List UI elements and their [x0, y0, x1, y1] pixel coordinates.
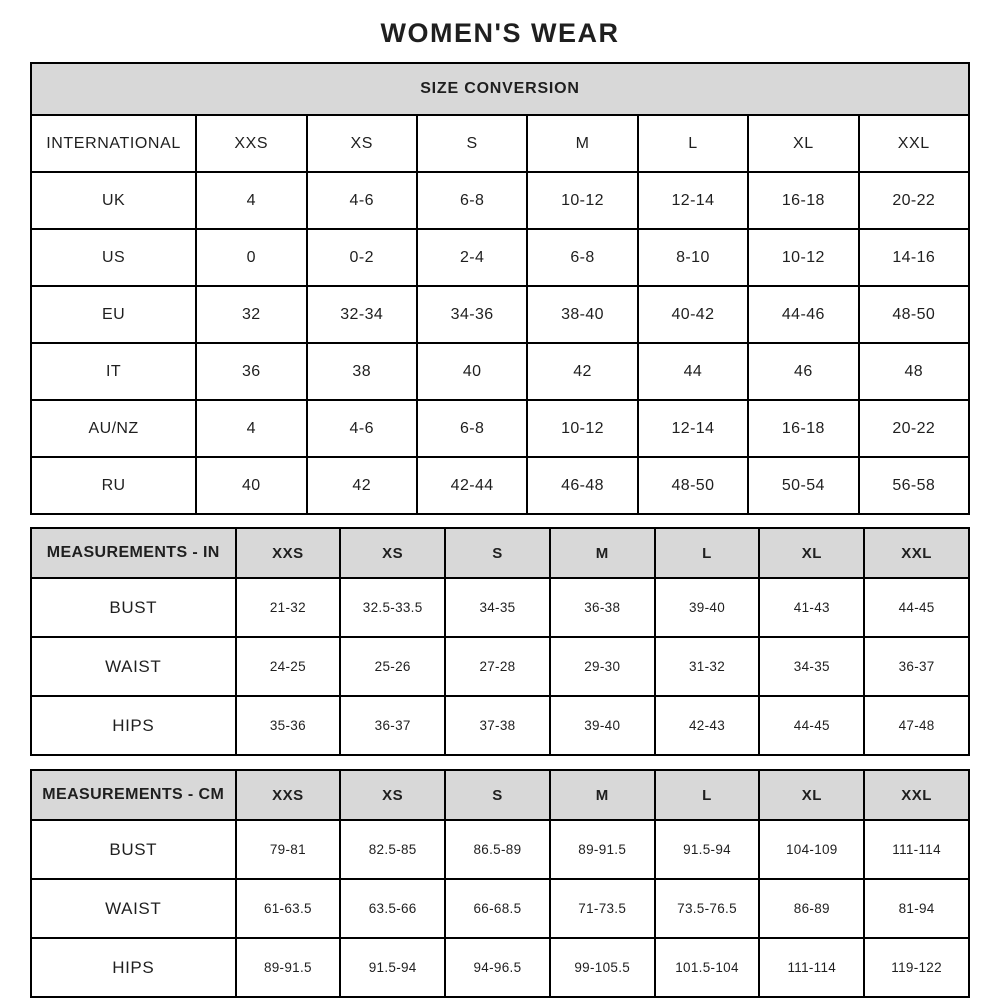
cell-value: 40 [196, 457, 306, 514]
cell-value: 94-96.5 [445, 938, 550, 997]
cell-value: 10-12 [527, 400, 637, 457]
column-header-m: M [550, 528, 655, 578]
cell-value: 6-8 [417, 172, 527, 229]
cell-value: 99-105.5 [550, 938, 655, 997]
cell-value: 4-6 [307, 172, 417, 229]
table-row [31, 400, 969, 457]
cell-value: 39-40 [655, 578, 760, 637]
table-row [31, 696, 969, 755]
column-header-xs: XS [340, 770, 445, 820]
table-row [31, 343, 969, 400]
cell-value: 31-32 [655, 637, 760, 696]
column-header-l: L [638, 115, 748, 172]
measurements-cm-header-row [31, 770, 969, 820]
cell-value: 20-22 [859, 172, 969, 229]
size-conversion-banner-row [31, 63, 969, 115]
cell-value: 37-38 [445, 696, 550, 755]
column-header-xxl: XXL [864, 770, 969, 820]
cell-value: 42-43 [655, 696, 760, 755]
size-conversion-body [31, 172, 969, 514]
row-label: HIPS [31, 938, 236, 997]
cell-value: 12-14 [638, 400, 748, 457]
cell-value: 66-68.5 [445, 879, 550, 938]
cell-value: 61-63.5 [236, 879, 341, 938]
row-label: UK [31, 172, 196, 229]
cell-value: 38 [307, 343, 417, 400]
cell-value: 32 [196, 286, 306, 343]
cell-value: 81-94 [864, 879, 969, 938]
cell-value: 29-30 [550, 637, 655, 696]
cell-value: 42 [527, 343, 637, 400]
column-header-m: M [527, 115, 637, 172]
cell-value: 36-37 [864, 637, 969, 696]
cell-value: 41-43 [759, 578, 864, 637]
row-label: US [31, 229, 196, 286]
column-header-xs: XS [340, 528, 445, 578]
cell-value: 35-36 [236, 696, 341, 755]
column-header-xl: XL [748, 115, 858, 172]
cell-value: 86-89 [759, 879, 864, 938]
cell-value: 56-58 [859, 457, 969, 514]
cell-value: 34-36 [417, 286, 527, 343]
cell-value: 119-122 [864, 938, 969, 997]
row-label: EU [31, 286, 196, 343]
column-header-l: L [655, 770, 760, 820]
row-label: HIPS [31, 696, 236, 755]
cell-value: 25-26 [340, 637, 445, 696]
cell-value: 44 [638, 343, 748, 400]
cell-value: 71-73.5 [550, 879, 655, 938]
row-label: WAIST [31, 879, 236, 938]
table-row [31, 457, 969, 514]
table-row [31, 172, 969, 229]
cell-value: 10-12 [527, 172, 637, 229]
cell-value: 8-10 [638, 229, 748, 286]
table-row [31, 879, 969, 938]
cell-value: 91.5-94 [655, 820, 760, 879]
cell-value: 48-50 [859, 286, 969, 343]
size-conversion-header: SIZE CONVERSION [31, 63, 969, 115]
cell-value: 79-81 [236, 820, 341, 879]
cell-value: 36-38 [550, 578, 655, 637]
cell-value: 40-42 [638, 286, 748, 343]
row-label: IT [31, 343, 196, 400]
column-header-s: S [445, 770, 550, 820]
cell-value: 40 [417, 343, 527, 400]
cell-value: 0-2 [307, 229, 417, 286]
column-header-xxl: XXL [859, 115, 969, 172]
table-row [31, 820, 969, 879]
measurements-in-table [30, 527, 970, 756]
cell-value: 63.5-66 [340, 879, 445, 938]
cell-value: 14-16 [859, 229, 969, 286]
column-header-xxs: XXS [236, 528, 341, 578]
cell-value: 16-18 [748, 172, 858, 229]
column-header-s: S [417, 115, 527, 172]
column-header-xl: XL [759, 528, 864, 578]
measurements-cm-body [31, 820, 969, 997]
column-header-xxs: XXS [236, 770, 341, 820]
cell-value: 46 [748, 343, 858, 400]
cell-value: 4-6 [307, 400, 417, 457]
cell-value: 2-4 [417, 229, 527, 286]
cell-value: 89-91.5 [550, 820, 655, 879]
column-header-xxs: XXS [196, 115, 306, 172]
cell-value: 46-48 [527, 457, 637, 514]
cell-value: 91.5-94 [340, 938, 445, 997]
cell-value: 4 [196, 172, 306, 229]
cell-value: 39-40 [550, 696, 655, 755]
column-header-s: S [445, 528, 550, 578]
column-header-l: L [655, 528, 760, 578]
cell-value: 10-12 [748, 229, 858, 286]
cell-value: 12-14 [638, 172, 748, 229]
cell-value: 42 [307, 457, 417, 514]
cell-value: 48-50 [638, 457, 748, 514]
measurements-cm-table [30, 769, 970, 998]
measurements-in-title: MEASUREMENTS - IN [31, 528, 236, 578]
cell-value: 44-46 [748, 286, 858, 343]
row-label: BUST [31, 578, 236, 637]
cell-value: 50-54 [748, 457, 858, 514]
row-label: WAIST [31, 637, 236, 696]
column-header-xl: XL [759, 770, 864, 820]
cell-value: 24-25 [236, 637, 341, 696]
cell-value: 16-18 [748, 400, 858, 457]
measurements-cm-title: MEASUREMENTS - CM [31, 770, 236, 820]
cell-value: 34-35 [759, 637, 864, 696]
cell-value: 86.5-89 [445, 820, 550, 879]
measurements-in-body [31, 578, 969, 755]
row-label: AU/NZ [31, 400, 196, 457]
cell-value: 73.5-76.5 [655, 879, 760, 938]
column-header-international: INTERNATIONAL [31, 115, 196, 172]
column-header-xxl: XXL [864, 528, 969, 578]
table-row [31, 637, 969, 696]
measurements-in-header-row [31, 528, 969, 578]
size-conversion-table [30, 62, 970, 515]
cell-value: 6-8 [417, 400, 527, 457]
row-label: RU [31, 457, 196, 514]
table-row [31, 286, 969, 343]
column-header-m: M [550, 770, 655, 820]
cell-value: 111-114 [759, 938, 864, 997]
table-row [31, 578, 969, 637]
cell-value: 32-34 [307, 286, 417, 343]
cell-value: 20-22 [859, 400, 969, 457]
cell-value: 42-44 [417, 457, 527, 514]
cell-value: 36-37 [340, 696, 445, 755]
cell-value: 104-109 [759, 820, 864, 879]
cell-value: 44-45 [864, 578, 969, 637]
cell-value: 38-40 [527, 286, 637, 343]
cell-value: 36 [196, 343, 306, 400]
cell-value: 4 [196, 400, 306, 457]
cell-value: 82.5-85 [340, 820, 445, 879]
column-header-xs: XS [307, 115, 417, 172]
table-row [31, 938, 969, 997]
cell-value: 32.5-33.5 [340, 578, 445, 637]
cell-value: 34-35 [445, 578, 550, 637]
page-title: WOMEN'S WEAR [380, 18, 620, 48]
cell-value: 48 [859, 343, 969, 400]
cell-value: 27-28 [445, 637, 550, 696]
cell-value: 44-45 [759, 696, 864, 755]
cell-value: 47-48 [864, 696, 969, 755]
cell-value: 89-91.5 [236, 938, 341, 997]
row-label: BUST [31, 820, 236, 879]
table-row [31, 229, 969, 286]
cell-value: 21-32 [236, 578, 341, 637]
cell-value: 6-8 [527, 229, 637, 286]
size-conversion-columns-row [31, 115, 969, 172]
cell-value: 0 [196, 229, 306, 286]
cell-value: 111-114 [864, 820, 969, 879]
cell-value: 101.5-104 [655, 938, 760, 997]
